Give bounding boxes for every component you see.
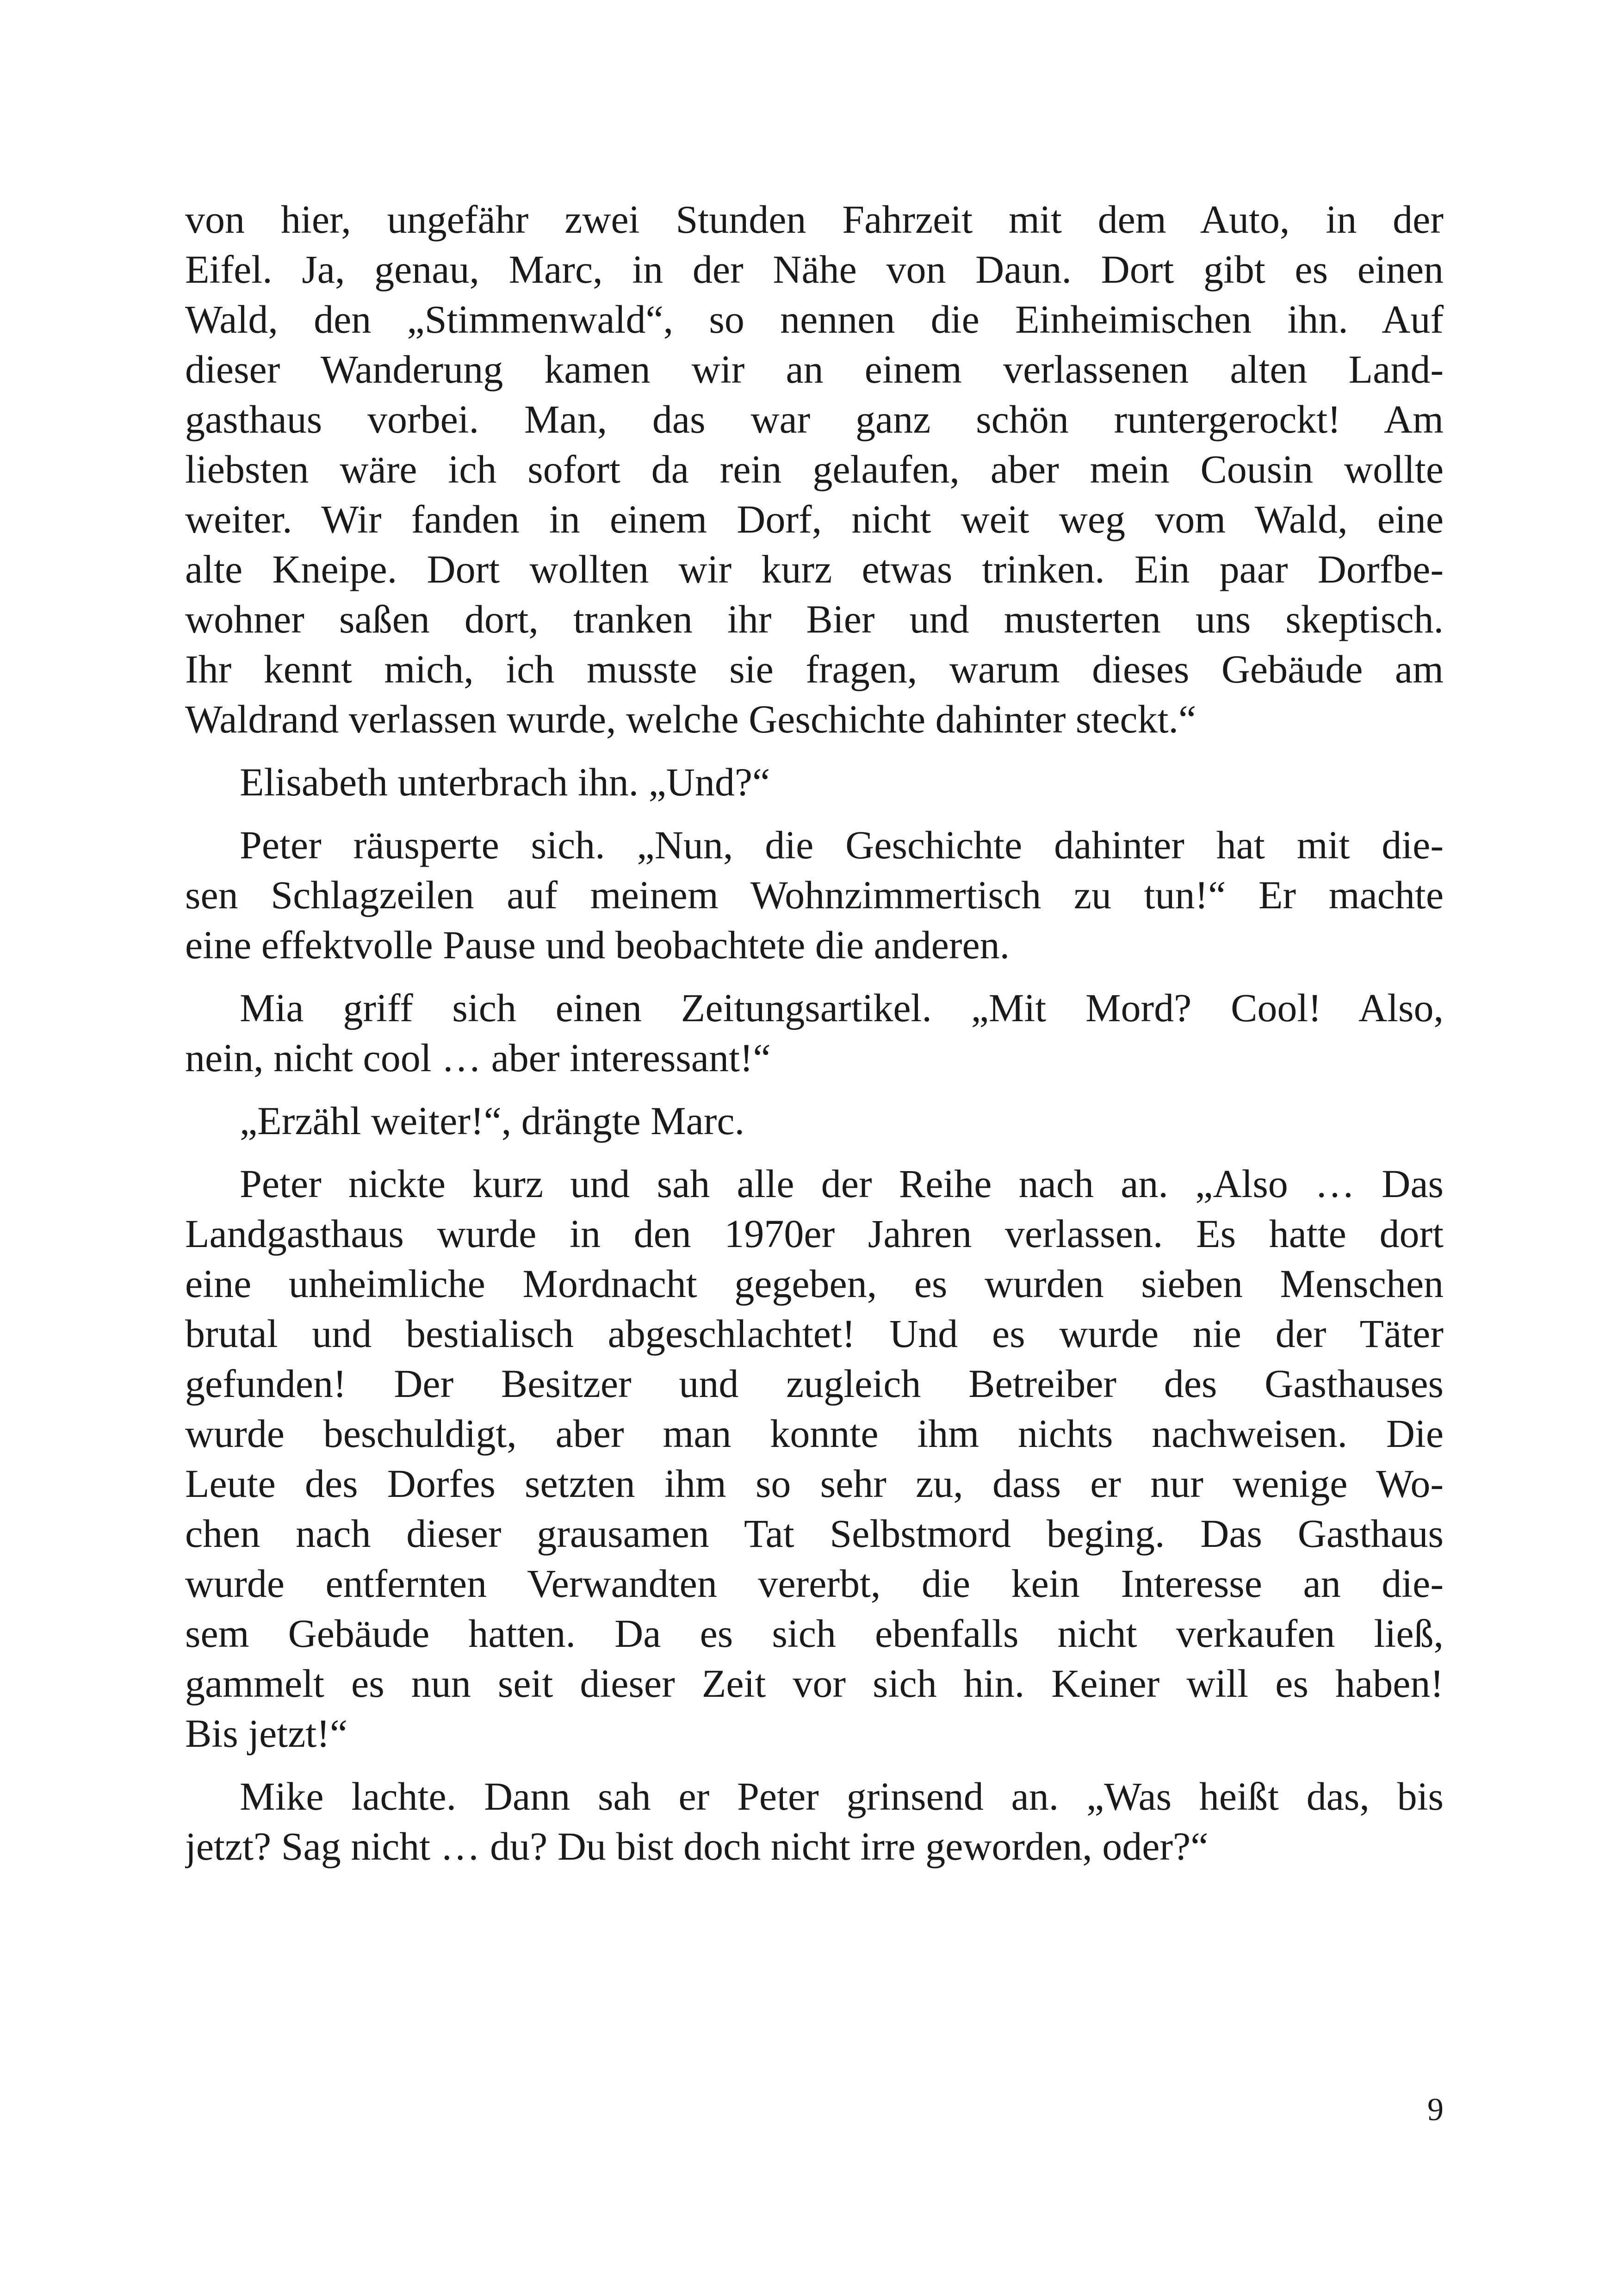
paragraph <box>185 757 1444 807</box>
text-line: „Erzähl weiter!“, drängte Marc. <box>240 1098 745 1143</box>
text-line: Leute des Dorfes setzten ihm so sehr zu, dass er nur wenige Wo- <box>185 1461 1444 1506</box>
page-body <box>185 194 1444 1884</box>
text-line: eine unheimliche Mordnacht gegeben, es wurden sieben Menschen <box>185 1261 1444 1306</box>
paragraph <box>185 1096 1444 1146</box>
text-line: sem Gebäude hatten. Da es sich ebenfalls nicht verkaufen ließ, <box>185 1611 1444 1656</box>
text-line: gammelt es nun seit dieser Zeit vor sich hin. Keiner will es haben! <box>185 1661 1444 1706</box>
text-line: gefunden! Der Besitzer und zugleich Betreiber des Gasthauses <box>185 1361 1444 1406</box>
text-line: brutal und bestialisch abgeschlachtet! Und es wurde nie der Täter <box>185 1311 1444 1356</box>
text-line: Mike lachte. Dann sah er Peter grinsend an. „Was heißt das, bis <box>240 1774 1444 1818</box>
text-line: Eifel. Ja, genau, Marc, in der Nähe von Daun. Dort gibt es einen <box>185 247 1444 292</box>
paragraph <box>185 983 1444 1083</box>
text-line: von hier, ungefähr zwei Stunden Fahrzeit mit dem Auto, in der <box>185 197 1444 242</box>
text-line: alte Kneipe. Dort wollten wir kurz etwas trinken. Ein paar Dorfbe- <box>185 547 1444 591</box>
text-line: jetzt? Sag nicht … du? Du bist doch nicht irre geworden, oder?“ <box>185 1824 1209 1868</box>
text-line: chen nach dieser grausamen Tat Selbstmord beging. Das Gasthaus <box>185 1511 1444 1556</box>
text-line: gasthaus vorbei. Man, das war ganz schön runtergerockt! Am <box>185 397 1444 441</box>
paragraph <box>185 1159 1444 1758</box>
paragraph <box>185 820 1444 970</box>
text-line: Peter nickte kurz und sah alle der Reihe nach an. „Also … Das <box>240 1161 1444 1206</box>
text-line: Bis jetzt!“ <box>185 1711 348 1756</box>
text-line: Waldrand verlassen wurde, welche Geschichte dahinter steckt.“ <box>185 697 1196 741</box>
text-line: Landgasthaus wurde in den 1970er Jahren verlassen. Es hatte dort <box>185 1211 1444 1256</box>
text-line: eine effektvolle Pause und beobachtete die anderen. <box>185 923 1010 967</box>
text-line: wurde beschuldigt, aber man konnte ihm nichts nachweisen. Die <box>185 1411 1444 1456</box>
text-line: Elisabeth unterbrach ihn. „Und?“ <box>240 760 770 804</box>
text-line: Peter räusperte sich. „Nun, die Geschichte dahinter hat mit die- <box>240 823 1444 867</box>
text-line: Mia griff sich einen Zeitungsartikel. „Mit Mord? Cool! Also, <box>240 986 1444 1030</box>
text-line: Ihr kennt mich, ich musste sie fragen, warum dieses Gebäude am <box>185 647 1444 691</box>
text-line: Wald, den „Stimmenwald“, so nennen die Einheimischen ihn. Auf <box>185 297 1444 341</box>
text-line: sen Schlagzeilen auf meinem Wohnzimmertisch zu tun!“ Er machte <box>185 873 1444 917</box>
paragraph <box>185 194 1444 744</box>
text-line: wohner saßen dort, tranken ihr Bier und musterten uns skeptisch. <box>185 597 1444 641</box>
paragraph <box>185 1771 1444 1871</box>
page-number: 9 <box>1427 2092 1444 2128</box>
text-line: liebsten wäre ich sofort da rein gelaufen, aber mein Cousin wollte <box>185 447 1444 491</box>
text-line: weiter. Wir fanden in einem Dorf, nicht weit weg vom Wald, eine <box>185 497 1444 541</box>
text-line: wurde entfernten Verwandten vererbt, die kein Interesse an die- <box>185 1561 1444 1606</box>
text-line: nein, nicht cool … aber interessant!“ <box>185 1036 771 1080</box>
text-line: dieser Wanderung kamen wir an einem verlassenen alten Land- <box>185 347 1444 391</box>
